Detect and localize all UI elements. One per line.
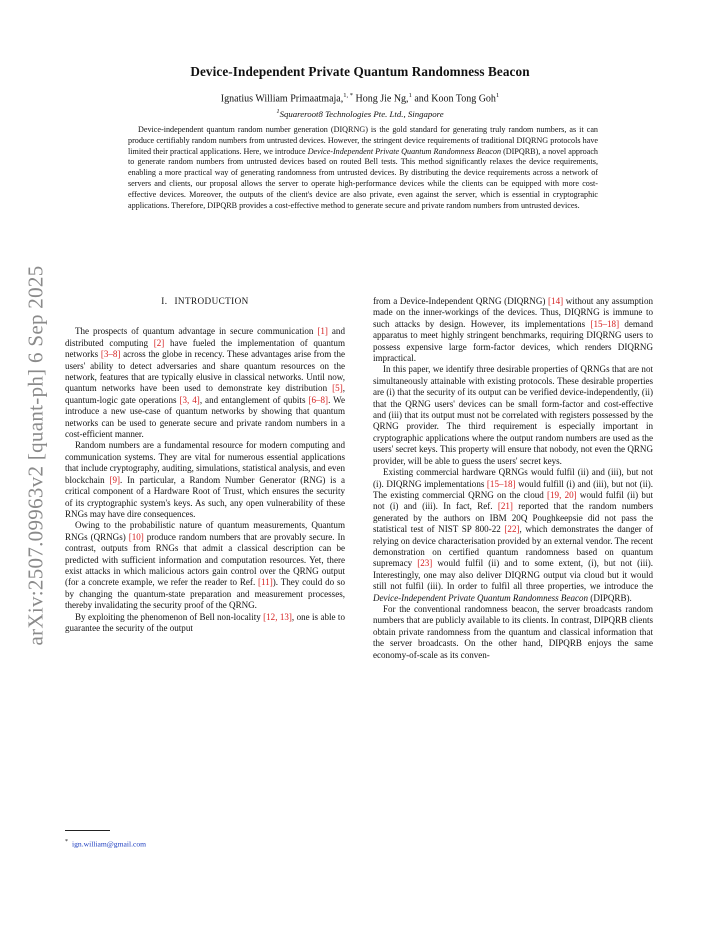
text-run: demand apparatus to meet highly stringent benchmarks, requiring DIQRNG users to possess expensive large form-factor devices, which renders DIQRNG impractical. [373,318,654,364]
text-run: produce random numbers that are provably secure. In contrast, outputs from RNGs that admit a classical description can be predicted with sufficient information and computation resources. Yet, there exist attacks in which malicious actors gain control over the QRNG output (for a concrete example, we refer the reader to Ref. [65,531,346,588]
citation-link[interactable]: [1] [317,326,328,337]
author-1: Ignatius William Primaatmaja, [220,93,344,105]
text-run: reported that the random numbers generated by the authors on IBM 20Q Poughkeepsie did not pass the statistical test of NIST SP 800-22 [373,501,653,535]
text-run: without any assumption made on the inner-workings of the devices. Thus, DIQRNG is immune to such attacks by design. However, its implementations [373,296,653,329]
citation-link[interactable]: [23] [417,558,433,569]
right-column [373,296,653,661]
affiliation [0,108,720,119]
footnote-rule [65,830,110,831]
text-run: , quantum-logic gate operations [65,383,345,405]
text-run: from a Device-Independent QRNG (DIQRNG) [373,296,549,306]
section-heading [65,296,345,307]
author-email-link[interactable]: ign.william@gmail.com [72,839,147,849]
section-number: I. [161,296,168,306]
citation-link[interactable]: [15–18] [486,478,516,489]
abstract-part-2: (DIPQRB), a novel approach to generate random numbers from untrusted devices based on routed Bell tests. This method significantly relaxes the device requirements, enabling a more practical way of generating randomness from untrusted devices. By distributing the device requirements across a network of servers and clients, our proposal allows the server to operate high-performance devices while the clients can be equipped with more cost-effective devices. Moreover, the outputs of the client's device are also private, even against the server, which is essential in cryptographic applications. Therefore, DIPQRB provides a cost-effective method to generate secure and private random numbers from untrusted devices. [128,146,598,210]
affiliation-text: Squareroot8 Technologies Pte. Ltd., Singapore [279,108,444,119]
paragraph [373,604,653,661]
author-3: and Koon Tong Goh [411,93,496,105]
author-2: Hong Jie Ng, [353,93,409,105]
arxiv-identifier-text: arXiv:2507.09963v2 [quant-ph] 6 Sep 2025 [23,264,48,646]
citation-link[interactable]: [19, 20] [547,489,577,500]
abstract-part-1: Device-independent quantum random number generation (DIQRNG) is the gold standard for generating truly random numbers, as it can produce certifiably random numbers from untrusted devices. However, the stringent device requirements of traditional DIQRNG protocols have limited their practical applications. Here, we introduce [128,125,598,156]
abstract [128,125,598,211]
footnote-mark: * [65,839,68,845]
arxiv-identifier [16,255,56,655]
text-run: , and entanglement of qubits [199,394,309,405]
author-2-affil: 1 [408,92,412,99]
citation-link[interactable]: [10] [128,531,144,542]
paragraph [65,326,345,440]
citation-link[interactable]: [2] [153,337,165,348]
paragraph [65,440,345,520]
citation-link[interactable]: [12, 13] [263,611,292,622]
text-run: would fulfil (ii) and to some extent, (i), but not (iii). Interestingly, one may also deliver DIQRNG output via cloud but it would still not fulfil (iii). In order to fulfil all three properties, we introduce the [373,558,653,592]
text-run: , which demonstrates the danger of relying on device characterisation provided by an external vendor. The recent demonstration on certified quantum randomness based on quantum supremacy [373,524,653,569]
affiliation-mark: 1 [276,108,280,115]
abstract-emphasis: Device-Independent Private Quantum Randomness Beacon [307,146,502,156]
paper-title: Device-Independent Private Quantum Randomness Beacon [190,64,530,79]
section-title: INTRODUCTION [174,296,249,306]
author-3-affil: 1 [495,92,500,99]
left-column [65,296,345,634]
emphasized-term: Device-Independent Private Quantum Randomness Beacon [373,592,589,603]
footnote [65,839,146,849]
text-run: across the globe in recency. These advantages arise from the users' ability to detect adversaries and share quantum resources on the network, features that are typically elusive in classical networks. Until now, quantum networks have been used to demonstrate key distribution [65,349,345,394]
paragraph [65,520,345,611]
paragraph [373,467,653,604]
text-run: . We introduce a new use-case of quantum networks by showing that quantum networks can be used to generate secure and private random numbers in a cost-efficient manner. [65,394,345,440]
paragraph [65,612,345,635]
text-run: (DIPQRB). [588,592,632,603]
paragraph [373,296,653,364]
citation-link[interactable]: [9] [109,474,121,485]
citation-link[interactable]: [6–8] [308,394,329,405]
text-run: By exploiting the phenomenon of Bell non-locality [75,611,264,622]
citation-link[interactable]: [5] [332,383,343,394]
text-run: . In particular, a Random Number Generator (RNG) is a critical component of a Hardware Root of Trust, which ensures the security of its cryptographic system's keys. As such, any open vulnerability of these RNGs may have dire consequences. [65,474,346,519]
text-run: ). They could do so by changing the quantum-state preparation and measurement processes, thereby invalidating the security proof of the QRNG. [65,577,345,611]
text-run: and distributed computing [65,326,345,348]
citation-link[interactable]: [22] [504,524,520,535]
text-run: In this paper, we identify three desirable properties of QRNGs that are not simultaneously attainable with existing protocols. These desirable properties are (i) that the security of its output can be verified device-independently, (ii) that the QRNG users' devices can be small form-factor and cost-effective and (iii) that its output must not be correlated with registers possessed by the QRNG provider. The third requirement is especially important in cryptographic applications where the output random numbers are used as the users' secret keys. This property will ensure that nobody, not even the QRNG provider, will be able to guess the users' secret keys. [373,364,653,466]
text-run: Existing commercial hardware QRNGs would fulfil (ii) and (iii), but not (i). DIQRNG implementations [373,467,653,489]
text-run: , one is able to guarantee the security of the output [65,611,345,633]
citation-link[interactable]: [15–18] [590,318,620,329]
text-run: would fulfil (ii) but not (i) and (iii). In fact, Ref. [373,489,653,512]
citation-link[interactable]: [14] [548,296,564,306]
text-run: Owing to the probabilistic nature of quantum measurements, Quantum RNGs (QRNGs) [65,520,345,542]
text-run: would fulfill (i) and (iii), but not (ii). The existing commercial QRNG on the cloud [373,478,653,500]
text-run: have fueled the implementation of quantum networks [65,337,345,360]
citation-link[interactable]: [21] [497,501,513,512]
citation-link[interactable]: [11] [258,577,273,588]
citation-link[interactable]: [3, 4] [179,394,200,405]
text-run: Random numbers are a fundamental resource for modern computing and communication systems. They are vital for numerous essential applications that include cryptography, auditing, simulations, statistical analysis, and even blockchain [65,440,345,485]
author-1-affil: 1, * [343,92,353,99]
citation-link[interactable]: [3–8] [100,349,121,360]
text-run: For the conventional randomness beacon, the server broadcasts random numbers that are publicly available to its clients. In contrast, DIPQRB clients obtain private randomness from the quantum and classical information that the server broadcasts. On the other hand, DIPQRB enjoys the same economy-of-scale as its conven- [373,603,653,660]
text-run: The prospects of quantum advantage in secure communication [75,326,318,337]
author-list [0,92,720,104]
paragraph [373,364,653,467]
